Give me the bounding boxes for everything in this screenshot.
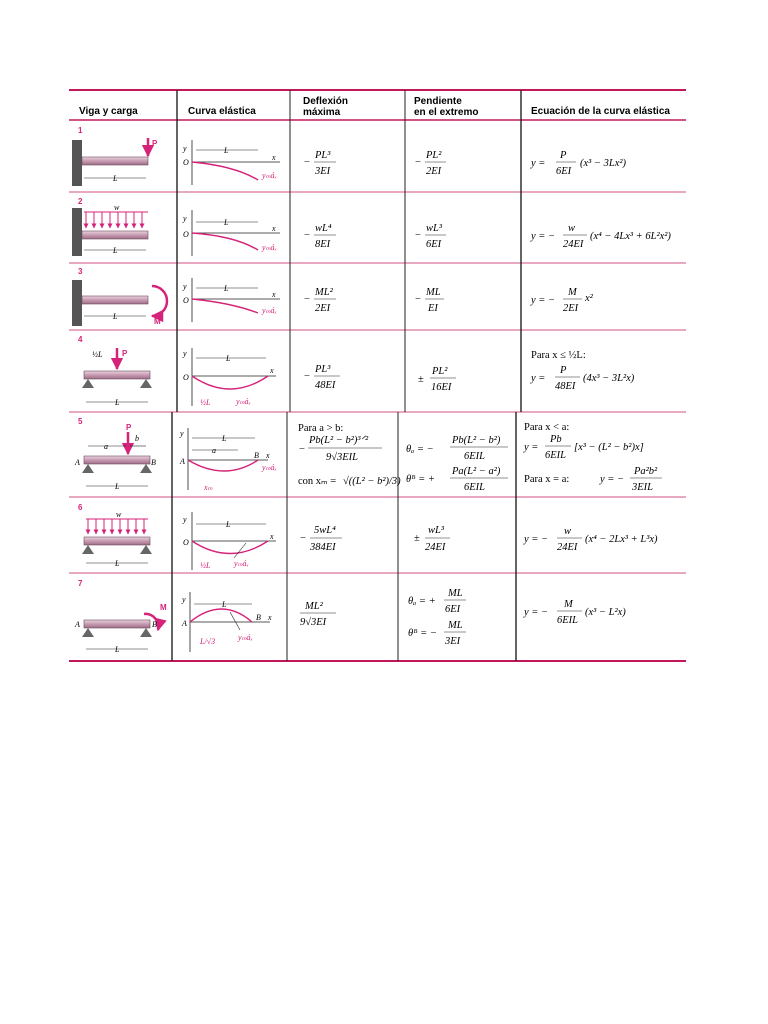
axis-y-label: y [180, 429, 184, 438]
table-row [72, 267, 594, 326]
length-label: L [224, 218, 229, 227]
length-label: L [222, 600, 227, 609]
deflection-curve [192, 162, 258, 180]
table-row [78, 503, 658, 570]
slope-num: ML [426, 287, 441, 298]
beam-diagram [74, 603, 167, 654]
axis-x-label: x [272, 290, 276, 299]
b-label: b [135, 434, 139, 443]
deflection-sign: − [304, 230, 310, 241]
equation-rest: (x⁴ − 2Lx³ + L³x) [585, 534, 658, 545]
beam [82, 296, 148, 304]
deflection-curve [192, 541, 268, 554]
support-a-label: A [75, 458, 80, 467]
ymax-label: yₘáₓ [262, 463, 277, 472]
slope-b-num: ML [448, 620, 463, 631]
slope-den: EI [428, 303, 438, 314]
table-row [72, 197, 671, 256]
equation-lhs: y = − [524, 534, 549, 545]
beam-diagram [74, 423, 156, 491]
equation-num-2: Pa²b² [634, 466, 658, 477]
deflection-extra: √((L² − b²)/3) [343, 476, 401, 487]
roller-support [140, 628, 152, 637]
equation-num: P [560, 365, 567, 376]
header-viga: Viga y carga [79, 106, 138, 117]
pin-support [82, 379, 94, 388]
xm-label: xₘ [204, 483, 213, 492]
row-number: 1 [78, 126, 83, 135]
table-row [72, 126, 627, 186]
axis-y-label: y [183, 214, 187, 223]
deflection-den: 48EI [315, 380, 336, 391]
equation-condition: Para x ≤ ½L: [531, 350, 586, 361]
ymax-label: yₘáₓ [238, 633, 253, 642]
equation-num: P [560, 150, 567, 161]
deflection-curve [192, 299, 258, 313]
slope-den: 24EI [425, 542, 446, 553]
span-label: L [113, 174, 118, 183]
slope-sign: ± [414, 533, 420, 544]
support-b-label: B [254, 451, 259, 460]
support-b-label: B [151, 458, 156, 467]
equation-rest: (x⁴ − 4Lx³ + 6L²x²) [590, 231, 671, 242]
equation-den: 24EI [557, 542, 578, 553]
equation-den: 48EI [555, 381, 576, 392]
pin-support [82, 545, 94, 554]
distributed-load [86, 212, 142, 228]
deflection-den: 3EI [315, 166, 331, 177]
deflection-den: 2EI [315, 303, 331, 314]
slope-a-lhs: θₐ = − [406, 444, 434, 455]
fixed-wall [72, 208, 82, 256]
origin-label: O [183, 158, 189, 167]
load-label: w [116, 510, 122, 519]
elastic-curve-diagram [182, 140, 280, 185]
row-number: 6 [78, 503, 83, 512]
slope-sign: − [415, 157, 421, 168]
equation-lhs: y = − [524, 607, 549, 618]
slope-num: PL² [432, 366, 448, 377]
slope-b-lhs: θᴮ = − [408, 628, 437, 639]
equation-num: w [568, 223, 576, 234]
ymax-label: yₘáₓ [262, 243, 277, 252]
ymax-label: yₘáₓ [234, 559, 249, 568]
axis-x-label: x [268, 613, 272, 622]
length-label: L [226, 520, 231, 529]
beam-diagram [82, 510, 152, 568]
row-number: 5 [78, 417, 83, 426]
header-ecuacion: Ecuación de la curva elástica [531, 106, 670, 117]
row-number: 3 [78, 267, 83, 276]
origin-label: O [183, 538, 189, 547]
fixed-wall [72, 280, 82, 326]
equation-den: 24EI [563, 239, 584, 250]
axis-x-label: x [272, 153, 276, 162]
deflection-extra-lhs: con xₘ = [298, 476, 337, 487]
header-deflexion-2: máxima [303, 107, 341, 118]
header-pendiente-1: Pendiente [414, 96, 462, 107]
axis-x-label: x [266, 451, 270, 460]
header-pendiente-2: en el extremo [414, 107, 479, 118]
equation-num: Pb [550, 434, 562, 445]
support-a-label: A [180, 457, 185, 466]
load-label: P [152, 139, 158, 148]
row-number: 7 [78, 579, 83, 588]
sqrt-label: L/√3 [200, 637, 216, 646]
span-label: L [115, 645, 120, 654]
distributed-load [88, 519, 144, 534]
axis-y-label: y [183, 349, 187, 358]
axis-x-label: x [272, 224, 276, 233]
beam-diagram [72, 203, 148, 256]
slope-b-num: Pa(L² − a²) [452, 466, 501, 477]
equation-lhs: y = − [531, 295, 556, 306]
length-label: L [224, 146, 229, 155]
a-label: a [104, 442, 108, 451]
elastic-curve-diagram [182, 210, 280, 256]
slope-num: wL³ [428, 525, 444, 536]
ymax-label: yₘáₓ [262, 306, 277, 315]
deflection-den: 8EI [315, 239, 331, 250]
axis-x-label: x [270, 366, 274, 375]
slope-den: 6EI [426, 239, 442, 250]
beam [82, 157, 148, 165]
beam-diagram [82, 348, 152, 407]
deflection-num: Pb(L² − b²)³ᐟ² [309, 435, 369, 446]
equation-den: 6EIL [557, 615, 578, 626]
pin-support [82, 628, 94, 637]
equation-rest: [x³ − (L² − b²)x] [574, 442, 644, 453]
span-label: L [113, 246, 118, 255]
slope-a-lhs: θₐ = + [408, 596, 436, 607]
equation-condition: Para x < a: [524, 422, 570, 433]
origin-label: O [183, 373, 189, 382]
deflection-condition: Para a > b: [298, 423, 344, 434]
deflection-curve [192, 233, 258, 250]
half-label: ½L [200, 561, 211, 570]
support-a-label: A [75, 620, 80, 629]
ymax-label: yₘáₓ [236, 397, 251, 406]
length-label: L [222, 434, 227, 443]
deflection-sign: − [299, 444, 305, 455]
deflection-num: 5wL⁴ [314, 525, 336, 536]
beam [84, 371, 150, 379]
deflection-num: PL³ [315, 150, 331, 161]
deflection-sign: − [304, 157, 310, 168]
slope-a-num: Pb(L² − b²) [452, 435, 501, 446]
table-row [74, 417, 662, 493]
deflection-curve [192, 376, 268, 389]
equation-den: 6EIL [545, 450, 566, 461]
half-label: ½L [200, 398, 211, 407]
table-row [74, 579, 626, 654]
half-label: ½L [92, 350, 103, 359]
elastic-curve-diagram [182, 348, 276, 407]
elastic-curve-diagram [182, 278, 280, 322]
load-label: P [122, 349, 128, 358]
equation-condition-2: Para x = a: [524, 474, 570, 485]
slope-a-den: 6EIL [464, 451, 485, 462]
slope-den: 2EI [426, 166, 442, 177]
beam [82, 231, 148, 239]
slope-a-den: 6EI [445, 604, 461, 615]
equation-num: w [564, 526, 572, 537]
a-label: a [212, 446, 216, 455]
span-label: L [113, 312, 118, 321]
support-b-label: B [152, 620, 157, 629]
header-deflexion-1: Deflexión [303, 96, 349, 107]
elastic-curve-diagram [182, 512, 276, 570]
axis-x-label: x [270, 532, 274, 541]
load-label: P [126, 423, 132, 432]
pin-support [82, 464, 94, 473]
support-a-label: A [182, 619, 187, 628]
slope-num: wL³ [426, 223, 442, 234]
origin-label: O [183, 296, 189, 305]
equation-num: M [564, 599, 573, 610]
deflection-num: wL⁴ [315, 223, 332, 234]
equation-lhs-2: y = − [600, 474, 625, 485]
header-curva: Curva elástica [188, 106, 256, 117]
beam-diagram [72, 280, 167, 326]
beam [84, 537, 150, 545]
slope-b-lhs: θᴮ = + [406, 474, 435, 485]
equation-lhs: y = [524, 442, 539, 453]
row-number: 2 [78, 197, 83, 206]
support-b-label: B [256, 613, 261, 622]
row-number: 4 [78, 335, 83, 344]
load-label: w [114, 203, 120, 212]
slope-b-den: 6EIL [464, 482, 485, 493]
slope-num: PL² [426, 150, 442, 161]
equation-den: 6EI [556, 166, 572, 177]
slope-den: 16EI [431, 382, 452, 393]
ymax-label: yₘáₓ [262, 171, 277, 180]
length-label: L [226, 354, 231, 363]
span-label: L [115, 482, 120, 491]
equation-lhs: y = [531, 158, 546, 169]
equation-den-2: 3EIL [632, 482, 653, 493]
deflection-num: ML² [315, 287, 333, 298]
roller-support [140, 379, 152, 388]
deflection-curve [188, 460, 258, 471]
equation-lhs: y = [531, 373, 546, 384]
load-label: M [160, 603, 167, 612]
roller-support [140, 545, 152, 554]
deflection-den: 9√3EIL [326, 452, 359, 463]
beam [84, 620, 150, 628]
equation-rest: (x³ − 3Lx²) [580, 158, 627, 169]
beam [84, 456, 150, 464]
slope-a-num: ML [448, 588, 463, 599]
deflection-den: 9√3EI [300, 617, 327, 628]
fixed-wall [72, 140, 82, 186]
deflection-sign: − [300, 533, 306, 544]
deflection-sign: − [304, 294, 310, 305]
table-header [79, 96, 670, 118]
origin-label: O [183, 230, 189, 239]
axis-y-label: y [183, 144, 187, 153]
axis-y-label: y [182, 595, 186, 604]
equation-rest: (x³ − L²x) [585, 607, 626, 618]
slope-sign: − [415, 294, 421, 305]
elastic-curve-diagram [181, 592, 272, 652]
deflection-num: ML² [305, 601, 323, 612]
equation-rest: (4x³ − 3L²x) [583, 373, 635, 384]
span-label: L [115, 559, 120, 568]
span-label: L [115, 398, 120, 407]
slope-b-den: 3EI [445, 636, 461, 647]
axis-y-label: y [183, 515, 187, 524]
equation-rest: x² [585, 293, 593, 304]
deflection-den: 384EI [310, 542, 336, 553]
moment-arrow [152, 286, 167, 316]
deflection-sign: − [304, 371, 310, 382]
deflection-curve [190, 609, 252, 622]
beam-diagram [72, 138, 158, 186]
deflection-num: PL³ [315, 364, 331, 375]
equation-num: M [568, 287, 577, 298]
table-row [78, 335, 635, 407]
elastic-curve-diagram [179, 428, 277, 492]
equation-den: 2EI [563, 303, 579, 314]
length-label: L [224, 284, 229, 293]
load-label: M [154, 317, 161, 326]
slope-sign: ± [418, 374, 424, 385]
slope-sign: − [415, 230, 421, 241]
equation-lhs: y = − [531, 231, 556, 242]
axis-y-label: y [183, 282, 187, 291]
